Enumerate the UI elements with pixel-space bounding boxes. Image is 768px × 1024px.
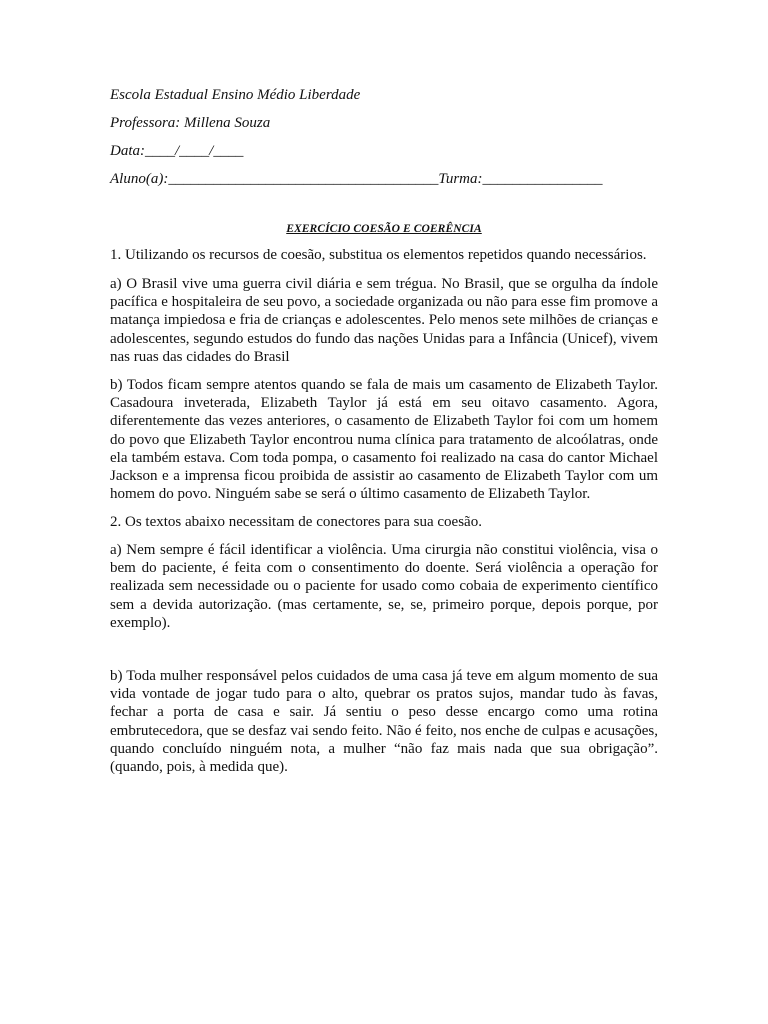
- exercise-title: EXERCÍCIO COESÃO E COERÊNCIA: [286, 223, 482, 235]
- teacher-name: Professora: Millena Souza: [110, 115, 271, 131]
- student-class-field: Aluno(a):____________________________________Turma:________________: [110, 171, 603, 187]
- school-name: Escola Estadual Ensino Médio Liberdade: [110, 87, 361, 103]
- question-1-item-a: a) O Brasil vive uma guerra civil diária e sem trégua. No Brasil, que se orgulha da índole pacífica e hospitaleira de seu povo, a sociedade organizada ou não para esse fim promove a matança impiedosa e fria de crianças e adolescentes. Pelo menos sete milhões de crianças e adolescentes, segundo estudos do fundo das nações Unidas para a Infância (Unicef), vivem nas ruas das cidades do Brasil: [110, 276, 658, 365]
- question-2-prompt: 2. Os textos abaixo necessitam de conectores para sua coesão.: [110, 514, 482, 530]
- question-2-item-a: a) Nem sempre é fácil identificar a violência. Uma cirurgia não constitui violência, visa o bem do paciente, é feita com o consentimento do doente. Será violência a operação for realizada sem necessidade ou o paciente for usado como cobaia de experimento científico sem a devida autorização. (mas certamente, se, se, primeiro porque, depois porque, por exemplo).: [110, 542, 658, 631]
- question-1-item-b: b) Todos ficam sempre atentos quando se fala de mais um casamento de Elizabeth Taylor. Casadoura inveterada, Elizabeth Taylor já está em seu oitavo casamento. Agora, diferentemente das vezes anteriores, o casamento de Elizabeth Taylor foi com um homem do povo que Elizabeth Taylor encontrou numa clínica para tratamento de alcoólatras, onde ela também estava. Com toda pompa, o casamento foi realizado na casa do cantor Michael Jackson e a imprensa ficou proibida de assistir ao casamento de Elizabeth Taylor com um homem do povo. Ninguém sabe se será o último casamento de Elizabeth Taylor.: [110, 377, 658, 503]
- question-1-prompt: 1. Utilizando os recursos de coesão, substitua os elementos repetidos quando necessários.: [110, 247, 647, 263]
- question-2-item-b: b) Toda mulher responsável pelos cuidados de uma casa já teve em algum momento de sua vida vontade de jogar tudo para o alto, quebrar os pratos sujos, mandar tudo às favas, fechar a porta de casa e sair. Já sentiu o peso desse encargo como uma rotina embrutecedora, que se desfaz vai sendo feito. Não é feito, nos enche de culpas e acusações, quando concluído ninguém nota, a mulher “não faz mais nada que sua obrigação”. (quando, pois, à medida que).: [110, 668, 658, 776]
- date-field: Data:____/____/____: [110, 143, 244, 159]
